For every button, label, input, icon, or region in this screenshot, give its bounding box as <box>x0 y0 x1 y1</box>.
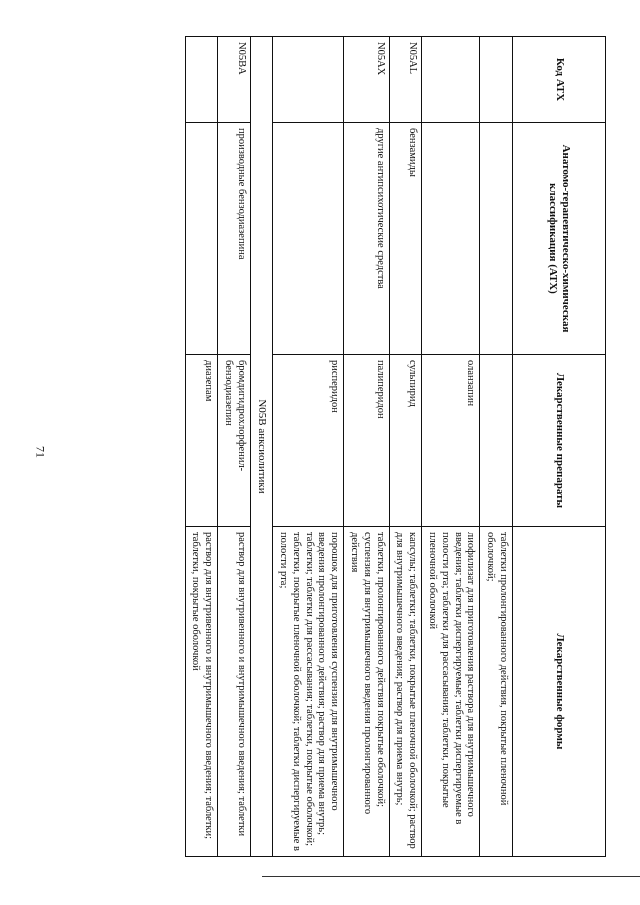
cell-code <box>480 37 513 123</box>
group-row <box>250 37 272 857</box>
forms-line: таблетки, покрытые пленочной оболочкой; таблетки диспергируемые в полости рта; <box>278 532 302 852</box>
cell-classification: производные бензодиазепина <box>218 123 251 355</box>
cell-forms <box>218 527 251 857</box>
table-body <box>185 37 512 857</box>
cell-drug: палиперидон <box>344 355 389 527</box>
forms-line: раствор для внутривенного и внутримышечного введения; таблетки; таблетки, покрытые оболочкой <box>190 532 215 840</box>
page-number: 71 <box>33 446 48 458</box>
cell-code <box>273 37 344 123</box>
group-label: N05B анксиолитики <box>250 37 272 857</box>
atx-table <box>185 36 606 857</box>
cell-classification: бензамиды <box>389 123 422 355</box>
cell-drug: рисперидон <box>273 355 344 527</box>
cell-code: N05AX <box>344 37 389 123</box>
cell-drug: оланзапин <box>422 355 480 527</box>
cell-classification <box>185 123 218 355</box>
rotated-page <box>82 36 606 856</box>
cell-forms <box>344 527 389 857</box>
forms-line: лиофилизат для приготовления раствора для внутримышечного введения; таблетки диспергируемые; таблетки диспергируемые в полости рта; таблетки для рассасывания; таблетки, покрытые пленочной оболочкой <box>427 532 477 825</box>
table-row <box>218 37 251 857</box>
cell-forms <box>389 527 422 857</box>
table-row <box>422 37 480 857</box>
cell-classification <box>480 123 513 355</box>
forms-line: капсулы; таблетки; таблетки, покрытые пленочной оболочкой; раствор для внутримышечного введения; раствор для приема внутрь; <box>394 532 419 849</box>
header-classification: Анатомо-терапевтическо-химическая классификация (АТХ) <box>513 123 606 355</box>
cell-drug: бромдигидрохлорфенил-бензодиазепин <box>218 355 251 527</box>
cell-drug: диазепам <box>185 355 218 527</box>
table-row <box>344 37 389 857</box>
cell-code <box>185 37 218 123</box>
cell-code <box>422 37 480 123</box>
forms-line: таблетки пролонгированного действия, покрытые пленочной <box>498 532 509 806</box>
cell-forms <box>273 527 344 857</box>
header-forms: Лекарственные формы <box>513 527 606 857</box>
cell-drug <box>480 355 513 527</box>
forms-line: оболочкой; <box>485 532 497 582</box>
table-header-row <box>513 37 606 857</box>
forms-line: раствор для внутривенного и внутримышечного введения; таблетки <box>235 532 247 837</box>
cell-classification <box>422 123 480 355</box>
table-row <box>480 37 513 857</box>
table-row <box>185 37 218 857</box>
header-code: Код АТХ <box>513 37 606 123</box>
bottom-rule <box>262 876 640 877</box>
cell-code: N05BA <box>218 37 251 123</box>
cell-code: N05AL <box>389 37 422 123</box>
cell-drug: сульпирид <box>389 355 422 527</box>
table-row <box>389 37 422 857</box>
header-drugs: Лекарственные препараты <box>513 355 606 527</box>
cell-forms <box>185 527 218 857</box>
cell-classification <box>273 123 344 355</box>
cell-forms <box>422 527 480 857</box>
forms-line: таблетки, пролонгированного действия покрытые оболочкой; суспензия для внутримышечного введения пролонгированного действия <box>349 532 386 815</box>
table-row <box>273 37 344 857</box>
cell-classification: другие антипсихотические средства <box>344 123 389 355</box>
forms-line: порошок для приготовления суспензии для внутримышечного введения пролонгированного действия; раствор для приема внутрь; таблетки; таблетки для рассасывания; таблетки, покрытые оболочкой; <box>303 532 341 847</box>
cell-forms <box>480 527 513 857</box>
